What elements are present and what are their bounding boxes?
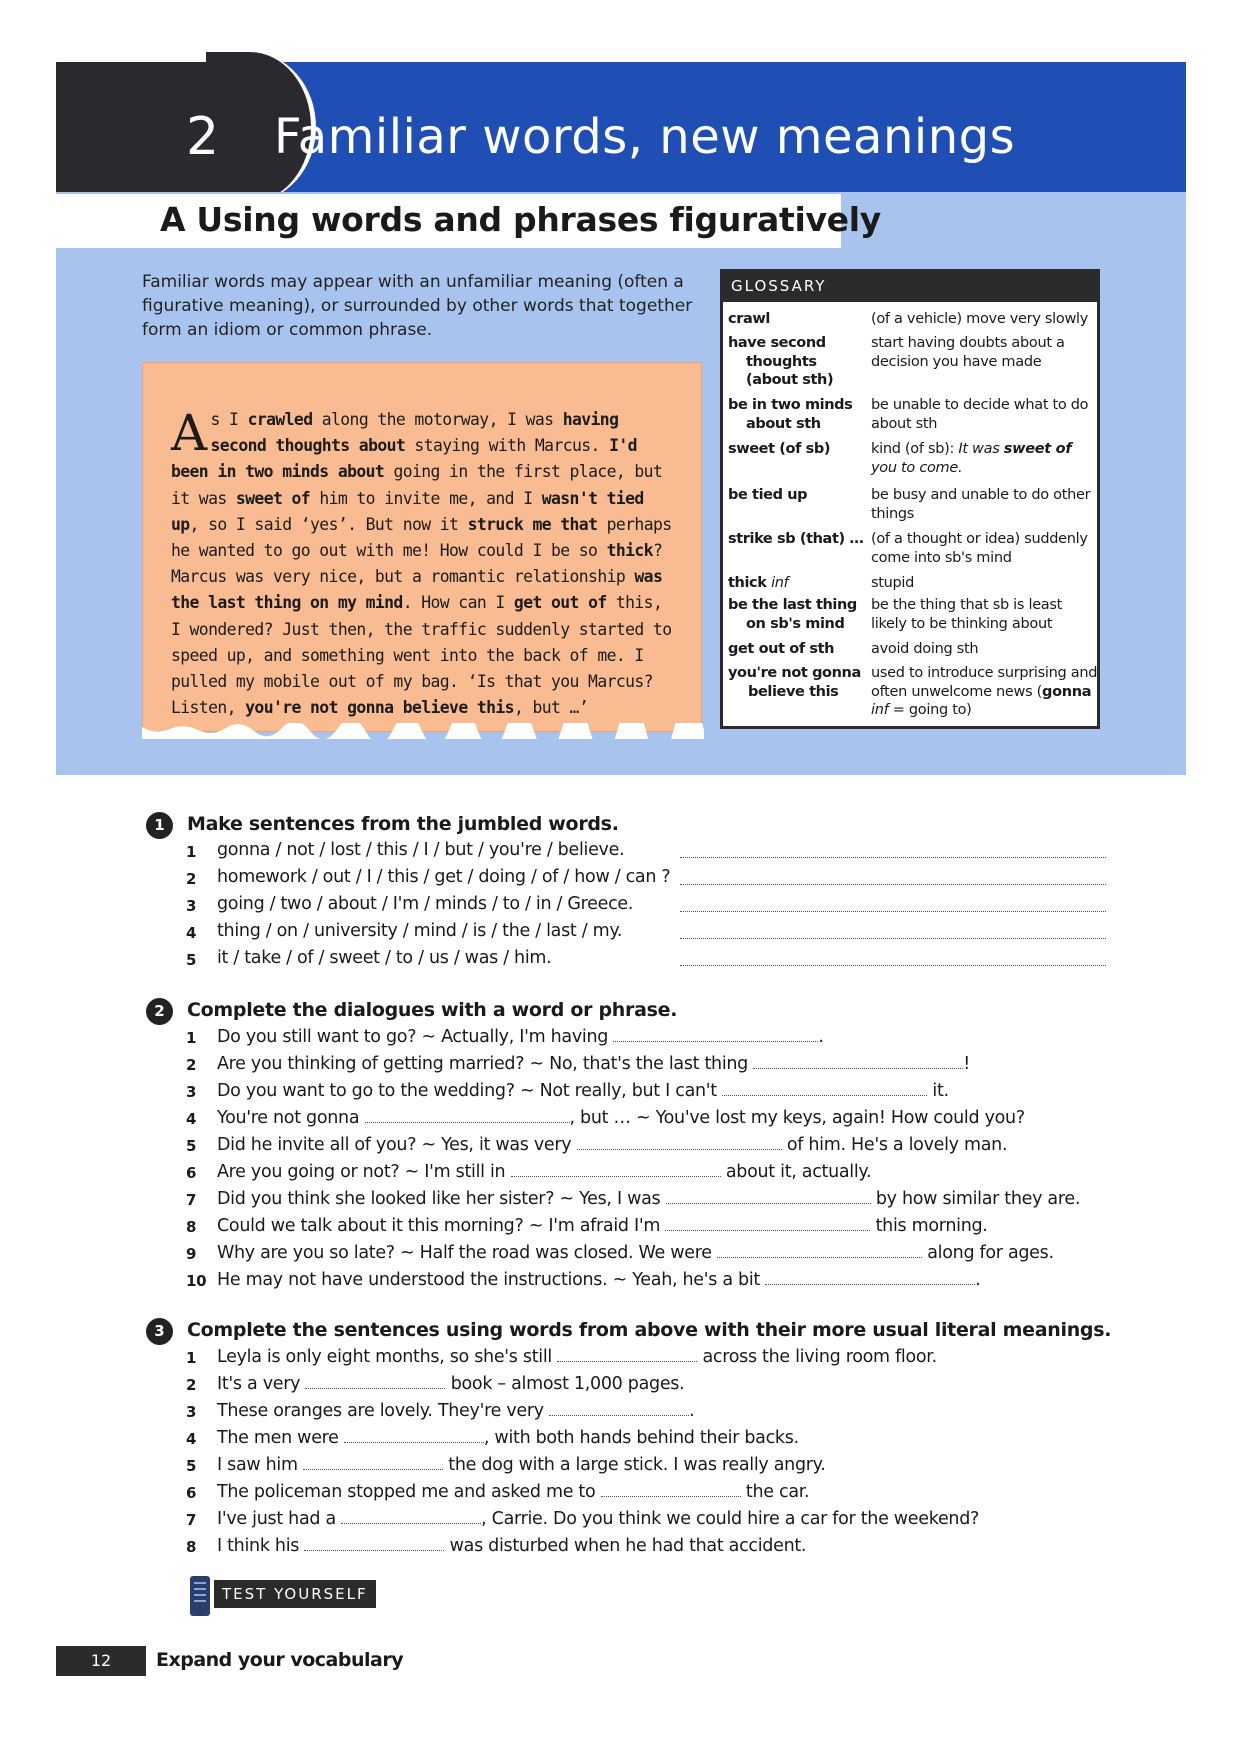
glossary-definition: used to introduce surprising and often unwelcome news (gonna inf = going to): [871, 665, 1098, 718]
glossary-term: you're not gonna believe this: [728, 665, 861, 700]
sentence-start: Did you think she looked like her sister? ~ Yes, I was: [217, 1189, 666, 1209]
exercise-item: [146, 1053, 1106, 1080]
story-fragment: , but …’: [513, 698, 589, 718]
sentence-start: These oranges are lovely. They're very: [217, 1401, 550, 1421]
item-number: 1: [186, 1349, 197, 1367]
item-sentence: [217, 1134, 1007, 1155]
glossary-definition: (of a thought or idea) suddenly come into sb's mind: [871, 531, 1088, 566]
sentence-start: The policeman stopped me and asked me to: [217, 1482, 601, 1502]
sentence-start: Do you still want to go? ~ Actually, I'm having: [217, 1027, 614, 1047]
item-prompt: thing / on / university / mind / is / the / last / my.: [217, 921, 623, 941]
item-number: 7: [186, 1511, 197, 1529]
glossary-term: get out of sth: [728, 641, 835, 657]
sentence-start: I've just had a: [217, 1509, 342, 1529]
item-number: 4: [186, 924, 197, 942]
sentence-start: Are you going or not? ~ I'm still in: [217, 1162, 511, 1182]
item-number: 1: [186, 843, 197, 861]
item-sentence: [217, 1427, 799, 1448]
exercise-item: [146, 1215, 1106, 1242]
answer-gap[interactable]: [341, 1508, 481, 1524]
exercise-item: [146, 1454, 1106, 1481]
unit-number: 2: [186, 107, 220, 167]
exercise-item: [146, 1269, 1106, 1296]
item-sentence: [217, 1080, 949, 1101]
sentence-start: Did he invite all of you? ~ Yes, it was very: [217, 1135, 577, 1155]
story-key-phrase: I'd been in two minds about: [171, 436, 637, 482]
intro-text: Familiar words may appear with an unfamiliar meaning (often a figurative meaning), or surrounded by other words that together form an idiom or common phrase.: [142, 272, 693, 340]
exercise-item: [146, 1026, 1106, 1053]
section-title: A Using words and phrases figuratively: [160, 200, 881, 239]
item-sentence: [217, 1215, 988, 1236]
answer-gap[interactable]: [549, 1400, 689, 1416]
sentence-start: I think his: [217, 1536, 305, 1556]
item-number: 6: [186, 1484, 197, 1502]
sentence-end: about it, actually.: [720, 1162, 872, 1182]
notebook-icon: [190, 1576, 210, 1616]
item-number: 4: [186, 1110, 197, 1128]
story-key-phrase: you're not gonna believe this: [245, 698, 514, 718]
exercise-item: [146, 840, 1106, 867]
story-fragment: going in the first place, but it was: [171, 462, 663, 508]
sentence-end: .: [818, 1027, 824, 1047]
answer-gap[interactable]: [665, 1215, 870, 1231]
item-number: 2: [186, 1056, 197, 1074]
sentence-end: by how similar they are.: [870, 1189, 1081, 1209]
answer-gap[interactable]: [511, 1161, 721, 1177]
item-number: 1: [186, 1029, 197, 1047]
glossary-definition: be unable to decide what to do about sth: [871, 397, 1089, 432]
item-prompt: going / two / about / I'm / minds / to / in / Greece.: [217, 894, 634, 914]
exercise-item: [146, 1134, 1106, 1161]
test-yourself-label: TEST YOURSELF: [214, 1580, 376, 1608]
exercise-item: [146, 1080, 1106, 1107]
story-key-phrase: was the last thing on my mind: [171, 567, 663, 613]
item-prompt: it / take / of / sweet / to / us / was / him.: [217, 948, 552, 968]
exercise-number-badge: 1: [146, 812, 173, 839]
item-number: 3: [186, 1403, 197, 1421]
exercise-item: [146, 1535, 1106, 1562]
exercise-item: [146, 1242, 1106, 1269]
story-fragment: s I: [210, 410, 248, 429]
sentence-start: It's a very: [217, 1374, 306, 1394]
exercise-item: [146, 1188, 1106, 1215]
book-title: Expand your vocabulary: [156, 1649, 404, 1671]
glossary-definition: kind (of sb): It was sweet of you to come.: [871, 441, 1072, 476]
exercise-header: [146, 812, 1106, 840]
story-box: [142, 362, 702, 732]
exercise-2-items: [146, 1026, 1106, 1296]
story-dropcap: A: [171, 404, 207, 462]
item-number: 5: [186, 1137, 197, 1155]
item-number: 3: [186, 1083, 197, 1101]
story-key-phrase: wasn't tied up: [171, 488, 644, 534]
exercise-item: [146, 1481, 1106, 1508]
item-number: 8: [186, 1538, 197, 1556]
item-number: 7: [186, 1191, 197, 1209]
item-number: 6: [186, 1164, 197, 1182]
exercise-3: [146, 1318, 1112, 1562]
sentence-end: it.: [927, 1081, 949, 1101]
item-sentence: [217, 1481, 809, 1502]
item-number: 4: [186, 1430, 197, 1448]
answer-gap[interactable]: [344, 1427, 484, 1443]
answer-gap[interactable]: [722, 1080, 927, 1096]
exercise-number-badge: 3: [146, 1318, 173, 1345]
story-key-phrase: crawled: [247, 410, 313, 429]
item-sentence: [217, 1053, 970, 1074]
glossary-definition: be busy and unable to do other things: [871, 487, 1091, 522]
sentence-end: , Carrie. Do you think we could hire a car for the weekend?: [481, 1509, 980, 1529]
glossary-heading: GLOSSARY: [723, 272, 1097, 302]
exercise-header: [146, 1318, 1112, 1346]
sentence-start: Are you thinking of getting married? ~ No, that's the last thing: [217, 1054, 754, 1074]
page-number: 12: [56, 1646, 146, 1676]
item-number: 8: [186, 1218, 197, 1236]
glossary-register-label: inf: [771, 575, 789, 591]
glossary-term: crawl: [728, 311, 770, 327]
glossary-term: thick inf: [728, 575, 789, 591]
glossary-box: [720, 269, 1100, 729]
item-number: 5: [186, 1457, 197, 1475]
story-key-phrase: struck me that: [467, 514, 598, 534]
glossary-term: have second thoughts (about sth): [728, 335, 834, 388]
glossary-example: It was sweet of you to come.: [871, 441, 1072, 476]
story-fragment: . How can I: [402, 593, 514, 613]
answer-gap[interactable]: [365, 1107, 570, 1123]
answer-gap[interactable]: [601, 1481, 741, 1497]
story-key-phrase: thick: [606, 541, 653, 561]
glossary-definition: (of a vehicle) move very slowly: [871, 311, 1089, 327]
glossary-term: be tied up: [728, 487, 808, 503]
sentence-end: !: [963, 1054, 970, 1074]
answer-line[interactable]: [680, 894, 1106, 912]
sentence-end: of him. He's a lovely man.: [781, 1135, 1008, 1155]
story-fragment: this, I wondered? Just then, the traffic suddenly started to speed up, and something went into the back of me. I pulled my mobile out of my bag. ‘Is that you Marcus? Listen,: [171, 593, 672, 718]
answer-gap[interactable]: [613, 1026, 818, 1042]
sentence-end: along for ages.: [922, 1243, 1054, 1263]
exercise-item: [146, 948, 1106, 975]
item-sentence: [217, 1454, 826, 1475]
answer-gap[interactable]: [717, 1242, 922, 1258]
sentence-end: book – almost 1,000 pages.: [445, 1374, 685, 1394]
item-sentence: [217, 1346, 937, 1367]
exercise-header: [146, 998, 1106, 1026]
item-sentence: [217, 1242, 1054, 1263]
exercise-1-items: [146, 840, 1106, 975]
story-key-phrase: get out of: [513, 593, 607, 613]
section-heading-bar: [56, 194, 881, 248]
item-sentence: [217, 1107, 1025, 1128]
answer-gap[interactable]: [577, 1134, 782, 1150]
sentence-end: this morning.: [870, 1216, 988, 1236]
exercise-item: [146, 1508, 1106, 1535]
sentence-end: , but … ~ You've lost my keys, again! How could you?: [569, 1108, 1025, 1128]
sentence-end: , with both hands behind their backs.: [483, 1428, 799, 1448]
story-fragment: along the motorway, I was: [312, 410, 563, 429]
unit-banner: [56, 62, 1186, 192]
sentence-start: The men were: [217, 1428, 344, 1448]
exercise-item: [146, 867, 1106, 894]
story-fragment: staying with Marcus.: [405, 436, 610, 456]
exercise-item: [146, 1161, 1106, 1188]
story-text: [171, 404, 673, 721]
answer-line[interactable]: [680, 921, 1106, 939]
answer-line[interactable]: [680, 867, 1106, 885]
exercise-instruction: Complete the dialogues with a word or phrase.: [187, 999, 678, 1021]
item-sentence: [217, 1188, 1080, 1209]
item-number: 10: [186, 1272, 207, 1290]
item-prompt: homework / out / I / this / get / doing / of / how / can ?: [217, 867, 671, 887]
glossary-term: be in two minds about sth: [728, 397, 853, 432]
sentence-start: You're not gonna: [217, 1108, 365, 1128]
answer-gap[interactable]: [765, 1269, 975, 1285]
exercise-instruction: Complete the sentences using words from above with their more usual literal meanings.: [187, 1319, 1112, 1341]
answer-gap[interactable]: [557, 1346, 697, 1362]
exercise-item: [146, 1427, 1106, 1454]
item-number: 9: [186, 1245, 197, 1263]
sentence-end: the dog with a large stick. I was really angry.: [443, 1455, 826, 1475]
item-number: 5: [186, 951, 197, 969]
exercise-2: [146, 998, 1106, 1296]
exercise-item: [146, 1400, 1106, 1427]
exercise-3-items: [146, 1346, 1106, 1562]
glossary-definition: start having doubts about a decision you have made: [871, 335, 1065, 370]
item-number: 2: [186, 1376, 197, 1394]
sentence-start: I saw him: [217, 1455, 304, 1475]
exercise-item: [146, 1346, 1106, 1373]
sentence-start: Could we talk about it this morning? ~ I'm afraid I'm: [217, 1216, 666, 1236]
sentence-start: Why are you so late? ~ Half the road was closed. We were: [217, 1243, 717, 1263]
item-prompt: gonna / not / lost / this / I / but / you're / believe.: [217, 840, 625, 860]
glossary-definition: avoid doing sth: [871, 641, 979, 657]
sentence-start: Do you want to go to the wedding? ~ Not really, but I can't: [217, 1081, 723, 1101]
exercise-instruction: Make sentences from the jumbled words.: [187, 813, 619, 835]
answer-gap[interactable]: [305, 1373, 445, 1389]
answer-gap[interactable]: [304, 1535, 444, 1551]
answer-gap[interactable]: [753, 1053, 963, 1069]
item-sentence: [217, 1400, 694, 1421]
sentence-end: .: [975, 1270, 981, 1290]
sentence-end: the car.: [740, 1482, 810, 1502]
exercise-item: [146, 1107, 1106, 1134]
exercise-item: [146, 894, 1106, 921]
answer-line[interactable]: [680, 948, 1106, 966]
answer-line[interactable]: [680, 840, 1106, 858]
sentence-end: was disturbed when he had that accident.: [444, 1536, 807, 1556]
item-sentence: [217, 1269, 981, 1290]
story-body: [171, 404, 672, 718]
exercise-item: [146, 921, 1106, 948]
glossary-term: strike sb (that) …: [728, 531, 864, 547]
story-key-phrase: having second thoughts about: [210, 410, 619, 456]
glossary-definition: be the thing that sb is least likely to be thinking about: [871, 597, 1063, 632]
exercise-1: [146, 812, 1106, 975]
item-sentence: [217, 1161, 871, 1182]
sentence-end: across the living room floor.: [697, 1347, 937, 1367]
glossary-term: be the last thing on sb's mind: [728, 597, 857, 632]
sentence-start: He may not have understood the instructions. ~ Yeah, he's a bit: [217, 1270, 766, 1290]
item-sentence: [217, 1535, 806, 1556]
sentence-end: .: [689, 1401, 695, 1421]
item-number: 3: [186, 897, 197, 915]
story-fragment: him to invite me, and I: [310, 488, 542, 508]
item-number: 2: [186, 870, 197, 888]
story-key-phrase: sweet of: [235, 488, 311, 508]
unit-title: Familiar words, new meanings: [274, 109, 1016, 165]
torn-edge: [142, 723, 704, 739]
story-fragment: perhaps he wanted to go out with me! How could I be so: [171, 514, 672, 561]
glossary-definition: stupid: [871, 575, 915, 591]
story-fragment: ? Marcus was very nice, but a romantic relationship: [171, 541, 663, 587]
sentence-start: Leyla is only eight months, so she's still: [217, 1347, 558, 1367]
exercise-number-badge: 2: [146, 998, 173, 1025]
story-fragment: , so I said ‘yes’. But now it: [189, 514, 468, 534]
item-sentence: [217, 1373, 684, 1394]
item-sentence: [217, 1026, 824, 1047]
item-sentence: [217, 1508, 979, 1529]
answer-gap[interactable]: [666, 1188, 871, 1204]
exercise-item: [146, 1373, 1106, 1400]
glossary-term: sweet (of sb): [728, 441, 831, 457]
answer-gap[interactable]: [303, 1454, 443, 1470]
